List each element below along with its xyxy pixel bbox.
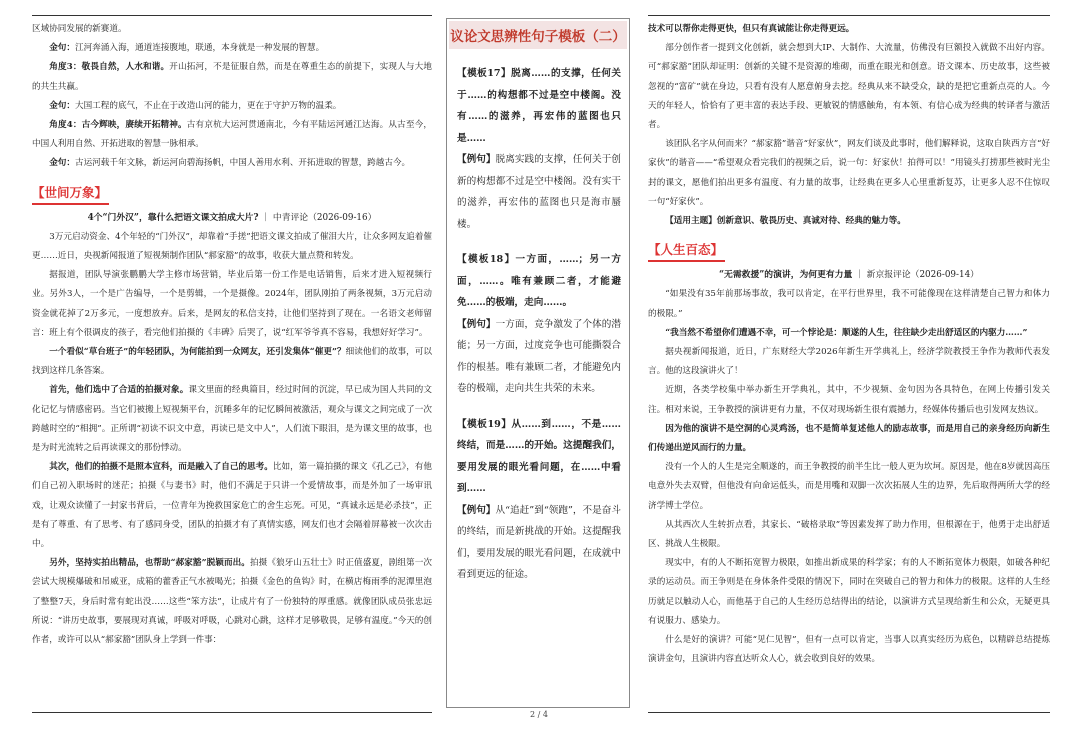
right-para-7: 现实中，有的人不断拓宽智力极限，如推出新成果的科学家；有的人不断拓宽体力极限，如破各种纪录的运动员。而王争则是在身体条件受限的情况下，同时在突破自己的智力和体力的极限。这样的人生经历就足以触动人心，而他基于自己的人生经历总结得出的结论，以演讲方式呈现给新生和公众，无疑更具有说服力、感染力。 bbox=[648, 558, 1050, 626]
template-17: 【模板17】脱离……的支撑，任何关于……的构想都不过是空中楼阁。没有……的滋养，再宏伟的蓝图也只是…… bbox=[457, 68, 621, 144]
intro-line-2: 角度3：敬畏自然，人水和谐。开山拓河，不是征服自然，而是在尊重生态的前提下，实现人与大地的共生共赢。 bbox=[32, 62, 432, 92]
intro-line-3: 金句：大国工程的底气，不止在于改造山河的能力，更在于守护万物的温柔。 bbox=[49, 100, 342, 111]
right-para-6: 从其西次人生转折点看，其家长、“破格录取”等因素发挥了助力作用，但根源在于，他勇于走出舒适区、挑战人生极限。 bbox=[648, 519, 1050, 550]
right-para-1: “我当然不希望你们遭遇不幸，可一个悖论是：顺遂的人生，往往缺少走出舒适区的内驱力……” bbox=[665, 327, 1028, 338]
right-top-para-0: 技术可以帮你走得更快，但只有真诚能让你走得更远。 bbox=[648, 24, 855, 34]
top-rule-left bbox=[32, 15, 432, 16]
spacer bbox=[457, 400, 621, 414]
left-para-3: 首先，他们选中了合适的拍摄对象。课文里面的经典篇目，经过时间的沉淀，早已成为国人共同的文化记忆与情感密码。当它们被搬上短视频平台，沉睡多年的记忆瞬间被激活，观众与课文之间完成了一次跨越时空的“相拥”。正所谓“初读不识文中意，再读已是文中人”，人们流下眼泪，是为课文里的故事，也是为时光流转之后再读课文的那份悸动。 bbox=[32, 385, 432, 454]
bottom-rule-left bbox=[32, 712, 432, 713]
section-title-life: 【人生百态】 bbox=[648, 241, 725, 262]
left-para-0: 3万元启动资金、4个年轻的“门外汉”，却靠着“手搓”把语文课文拍成了催泪大片，让众多网友追着催更……近日，央视新闻报道了短视频制作团队“郝家豁”的故事，收获大量点赞和转发。 bbox=[32, 231, 432, 262]
article-title-left: 4个“门外汉”，靠什么把语文课文拍成大片? ｜ 中青评论（2026-09-16） bbox=[87, 212, 377, 223]
intro-line-1: 金句：江河奔涌入海，通道连接腹地，联通，本身就是一种发展的智慧。 bbox=[49, 43, 325, 54]
right-para-2: 据央视新闻报道，近日，广东财经大学2026年新生开学典礼上，经济学院教授王争作为教师代表发言。他的这段演讲火了！ bbox=[648, 347, 1050, 377]
example-19: 【例句】从“追赶”到“领跑”，不是奋斗的终结，而是新挑战的开始。这提醒我们，要用发展的眼光看问题，在成就中看到更远的征途。 bbox=[457, 504, 621, 580]
spacer bbox=[457, 235, 621, 249]
right-para-3: 近期，各类学校集中举办新生开学典礼，其中，不少视频、金句因为各具特色，在网上传播引发关注。相对来说，王争教授的演讲更有力量，不仅对现场新生很有震撼力，经媒体传播后也引发网友热议。 bbox=[648, 385, 1050, 415]
right-column bbox=[648, 20, 1050, 670]
section-title-world: 【世间万象】 bbox=[32, 184, 109, 205]
template-box bbox=[446, 18, 630, 708]
template-box-title: 议论文思辨性句子模板（二） bbox=[449, 21, 627, 49]
right-top-para-3: 【适用主题】创新意识、敬畏历史、真诚对待、经典的魅力等。 bbox=[665, 216, 906, 227]
example-18: 【例句】一方面，竞争激发了个体的潜能；另一方面，过度竞争也可能撕裂合作的根基。唯有兼顾二者，才能避免内卷的极端，走向共生共荣的未来。 bbox=[457, 318, 622, 394]
right-para-4: 因为他的演讲不是空洞的心灵鸡汤，也不是简单复述他人的励志故事，而是用自己的亲身经历向新生们传递出逆风而行的力量。 bbox=[648, 423, 1050, 454]
left-para-4: 其次，他们的拍摄不是照本宣科，而是融入了自己的思考。比如，第一篇拍摄的课文《孔乙己》，有他们自己初入职场时的迷茫；拍摄《与妻书》时，他们不满足于只讲一个爱情故事，而是外加了一场审讯戏，让观众读懂了一封家书背后，一位青年为挽救国家危亡的舍生忘死。可见，“真诚永远是必杀技”，正是有了尊重、有了思考、有了感同身受，团队的拍摄才有了真情实感，网友们也才会隔着屏幕被一次次击中。 bbox=[32, 462, 432, 550]
right-top-para-1: 部分创作者一提到文化创新，就会想到大IP、大制作、大流量，仿佛没有巨额投入就做不出好内容。可“郝家豁”团队却证明：创新的关键不是资源的堆砌，而重在眼光和创意。语文课本、历史故事，这些被忽视的“富矿”就在身边，只看有没有人愿意俯身去挖。经典从来不缺受众，缺的是把它重新点亮的人。今天的年轻人，恰恰有了更丰富的表达手段、更敏锐的情感触角，有本领、有信心成为经典的转译者与激活者。 bbox=[648, 43, 1050, 131]
intro-line-4: 角度4：古今辉映，赓续开拓精神。古有京杭大运河贯通南北，今有平陆运河通江达海。从古至今，中国人利用自然、开拓进取的智慧一脉相承。 bbox=[32, 120, 432, 150]
intro-line-0: 区域协同发展的新赛道。 bbox=[32, 24, 127, 34]
article-title-right: “无需救援”的演讲，为何更有力量 ｜ 新京报评论（2026-09-14） bbox=[719, 270, 979, 281]
left-para-2: 一个看似“草台班子”的年轻团队，为何能拍到一众网友，还引发集体“催更”？细读他们的故事，可以找到这样几条答案。 bbox=[32, 347, 432, 377]
template-19: 【模板19】从……到……，不是……终结，而是……的开始。这提醒我们，要用发展的眼光看问题，在……中看到…… bbox=[457, 418, 621, 494]
right-para-5: 没有一个人的人生是完全顺遂的，而王争教授的前半生比一般人更为坎坷。原因是，他在8岁就因高压电意外失去双臂，但他没有向命运低头，而是用嘴和双脚一次次拓展人生的边界，先后取得两所大学的经济学博士学位。 bbox=[648, 462, 1050, 511]
right-top-para-2: 该团队名字从何而来？“郝家豁”谐音“好家伙”，网友们谈及此事时，他们解释说，这取自陕西方言“好家伙”的谐音——“希望观众看完我们的视频之后，说一句：好家伙！拍得可以！”用镜头打捞那些被时光尘封的课文，愿他们拍出更多有温度、有力量的故事，让经典在更多人心里重新复苏，让更多人忍不住惊叹一句“好家伙”。 bbox=[648, 139, 1050, 207]
left-para-5: 另外，坚持实拍出精品，也帮助“郝家豁”脱颖而出。拍摄《狼牙山五壮士》时正值盛夏，剧组第一次尝试大规模爆破和吊威亚，成箱的藿香正气水被喝光；拍摄《金色的鱼钩》时，在横店梅雨季的泥潭里泡了整整7天，身后时常有蛇出没……这些“笨方法”，让成片有了一份独特的厚重感。就像团队成员张忠远所说：“讲历史故事，要展现对真诚，呼吸对呼吸，心跳对心跳，这样才足够敬畏，足够有温度。”今天的创作者，或许可以从“郝家豁”团队身上学到一件事： bbox=[32, 558, 432, 646]
intro-line-5: 金句：古运河载千年文脉，新运河向碧海扬帆，中国人善用水利、开拓进取的智慧，跨越古今。 bbox=[49, 158, 411, 169]
top-rule-right bbox=[648, 15, 1050, 16]
right-para-8: 什么是好的演讲？可能“见仁见智”，但有一点可以肯定，当事人以真实经历为底色，以精辟总结提炼演讲金句，且演讲内容直达听众人心，就会收到良好的效果。 bbox=[648, 635, 1050, 665]
example-17: 【例句】脱离实践的支撑，任何关于创新的构想都不过是空中楼阁。没有实干的滋养，再宏伟的蓝图也只是海市蜃楼。 bbox=[457, 154, 622, 230]
left-column bbox=[32, 20, 432, 650]
left-para-1: 据报道，团队导演张鹏鹏大学主修市场营销，毕业后第一份工作是电话销售，后来才进入短视频行业。另外3人，一个是广告编导，一个是剪辑，一个是摄像。2024年，团队刚拍了两条视频，3万元启动资金就花掉了2万多元，一度想放弃。后来，是网友的私信支持，让他们坚持到了现在。一名语文老师留言：班上有个很调皮的孩子，看完他们拍摄的《丰碑》后哭了，说“红军爷爷真不容易，我想好好学习”。 bbox=[32, 270, 432, 338]
page-number: 2 / 4 bbox=[530, 710, 548, 719]
bottom-rule-right bbox=[648, 712, 1050, 713]
template-18: 【模板18】一方面，……；另一方面，……。唯有兼顾二者，才能避免……的极端，走向……。 bbox=[457, 254, 621, 308]
right-para-0: “如果没有35年前那场事故，我可以肯定，在平行世界里，我不可能像现在这样清楚自己智力和体力的极限。” bbox=[648, 289, 1050, 319]
